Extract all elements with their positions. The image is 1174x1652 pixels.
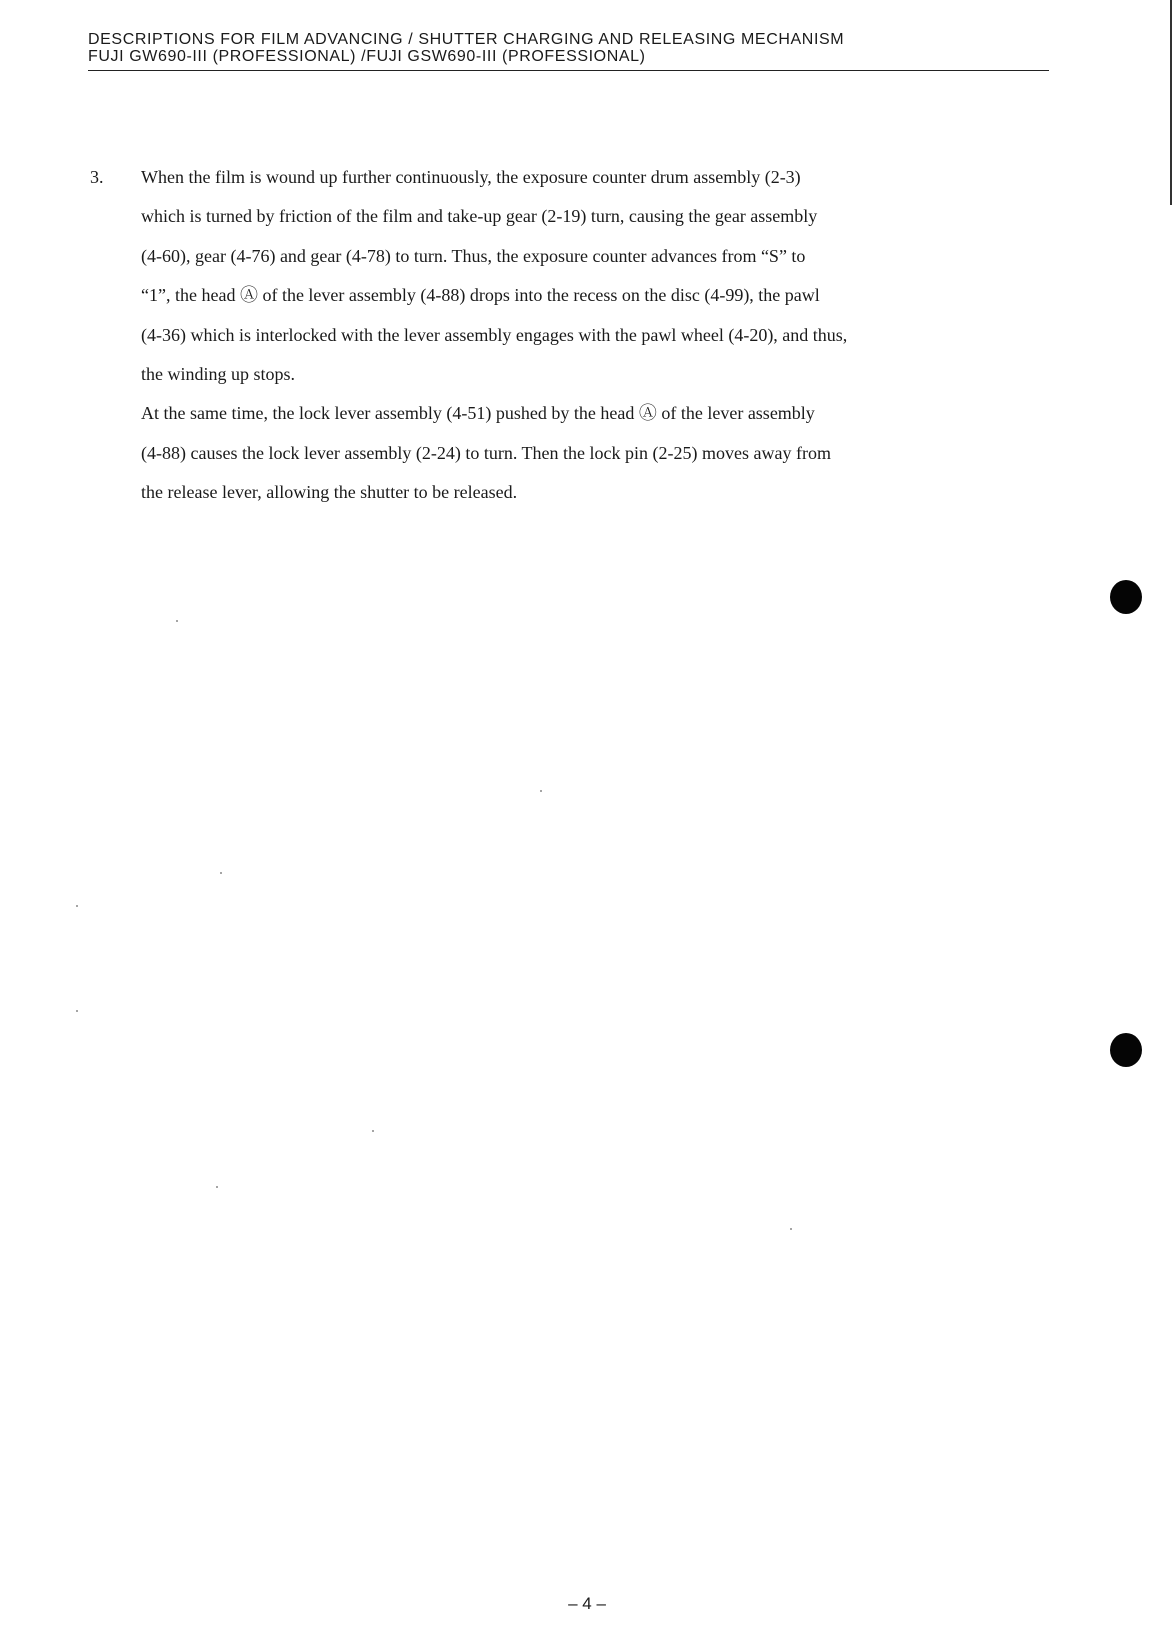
body-section bbox=[90, 158, 1050, 513]
scan-speck bbox=[216, 1186, 218, 1188]
paragraph-line: which is turned by friction of the film and take-up gear (2-19) turn, causing the gear assembly bbox=[141, 206, 818, 227]
paragraph-line: At the same time, the lock lever assembly (4-51) pushed by the head Ⓐ of the lever assembly bbox=[141, 403, 815, 424]
scan-edge-mark bbox=[1170, 0, 1172, 205]
paragraph-line: (4-60), gear (4-76) and gear (4-78) to turn. Thus, the exposure counter advances from “S” to bbox=[141, 245, 806, 266]
paragraph-line: When the film is wound up further continuously, the exposure counter drum assembly (2-3) bbox=[141, 167, 801, 187]
paragraph-line: (4-36) which is interlocked with the lever assembly engages with the pawl wheel (4-20), and thus, bbox=[141, 324, 848, 345]
scan-speck bbox=[176, 620, 178, 622]
punch-hole-mark bbox=[1110, 1033, 1142, 1067]
page-number: – 4 – bbox=[568, 1594, 606, 1613]
paragraph-2 bbox=[141, 394, 1050, 512]
punch-hole-mark bbox=[1110, 580, 1142, 614]
item-text bbox=[141, 158, 1050, 513]
scan-speck bbox=[220, 872, 222, 874]
paragraph-line: the release lever, allowing the shutter to be released. bbox=[141, 482, 518, 503]
paragraph-line: the winding up stops. bbox=[141, 364, 296, 385]
paragraph-line: (4-88) causes the lock lever assembly (2-24) to turn. Then the lock pin (2-25) moves away from bbox=[141, 442, 831, 463]
scan-speck bbox=[76, 1010, 78, 1012]
header-title: DESCRIPTIONS FOR FILM ADVANCING / SHUTTER CHARGING AND RELEASING MECHANISM bbox=[88, 31, 845, 48]
document-header bbox=[88, 31, 1048, 65]
scan-speck bbox=[372, 1130, 374, 1132]
header-subtitle: FUJI GW690-III (PROFESSIONAL) /FUJI GSW690-III (PROFESSIONAL) bbox=[88, 48, 646, 65]
header-rule bbox=[88, 70, 1049, 71]
paragraph-1 bbox=[141, 158, 1050, 394]
scan-speck bbox=[540, 790, 542, 792]
scan-speck bbox=[790, 1228, 792, 1230]
paragraph-line: “1”, the head Ⓐ of the lever assembly (4-88) drops into the recess on the disc (4-99), the pawl bbox=[141, 285, 820, 306]
scan-speck bbox=[76, 905, 78, 907]
item-number: 3. bbox=[90, 167, 104, 187]
